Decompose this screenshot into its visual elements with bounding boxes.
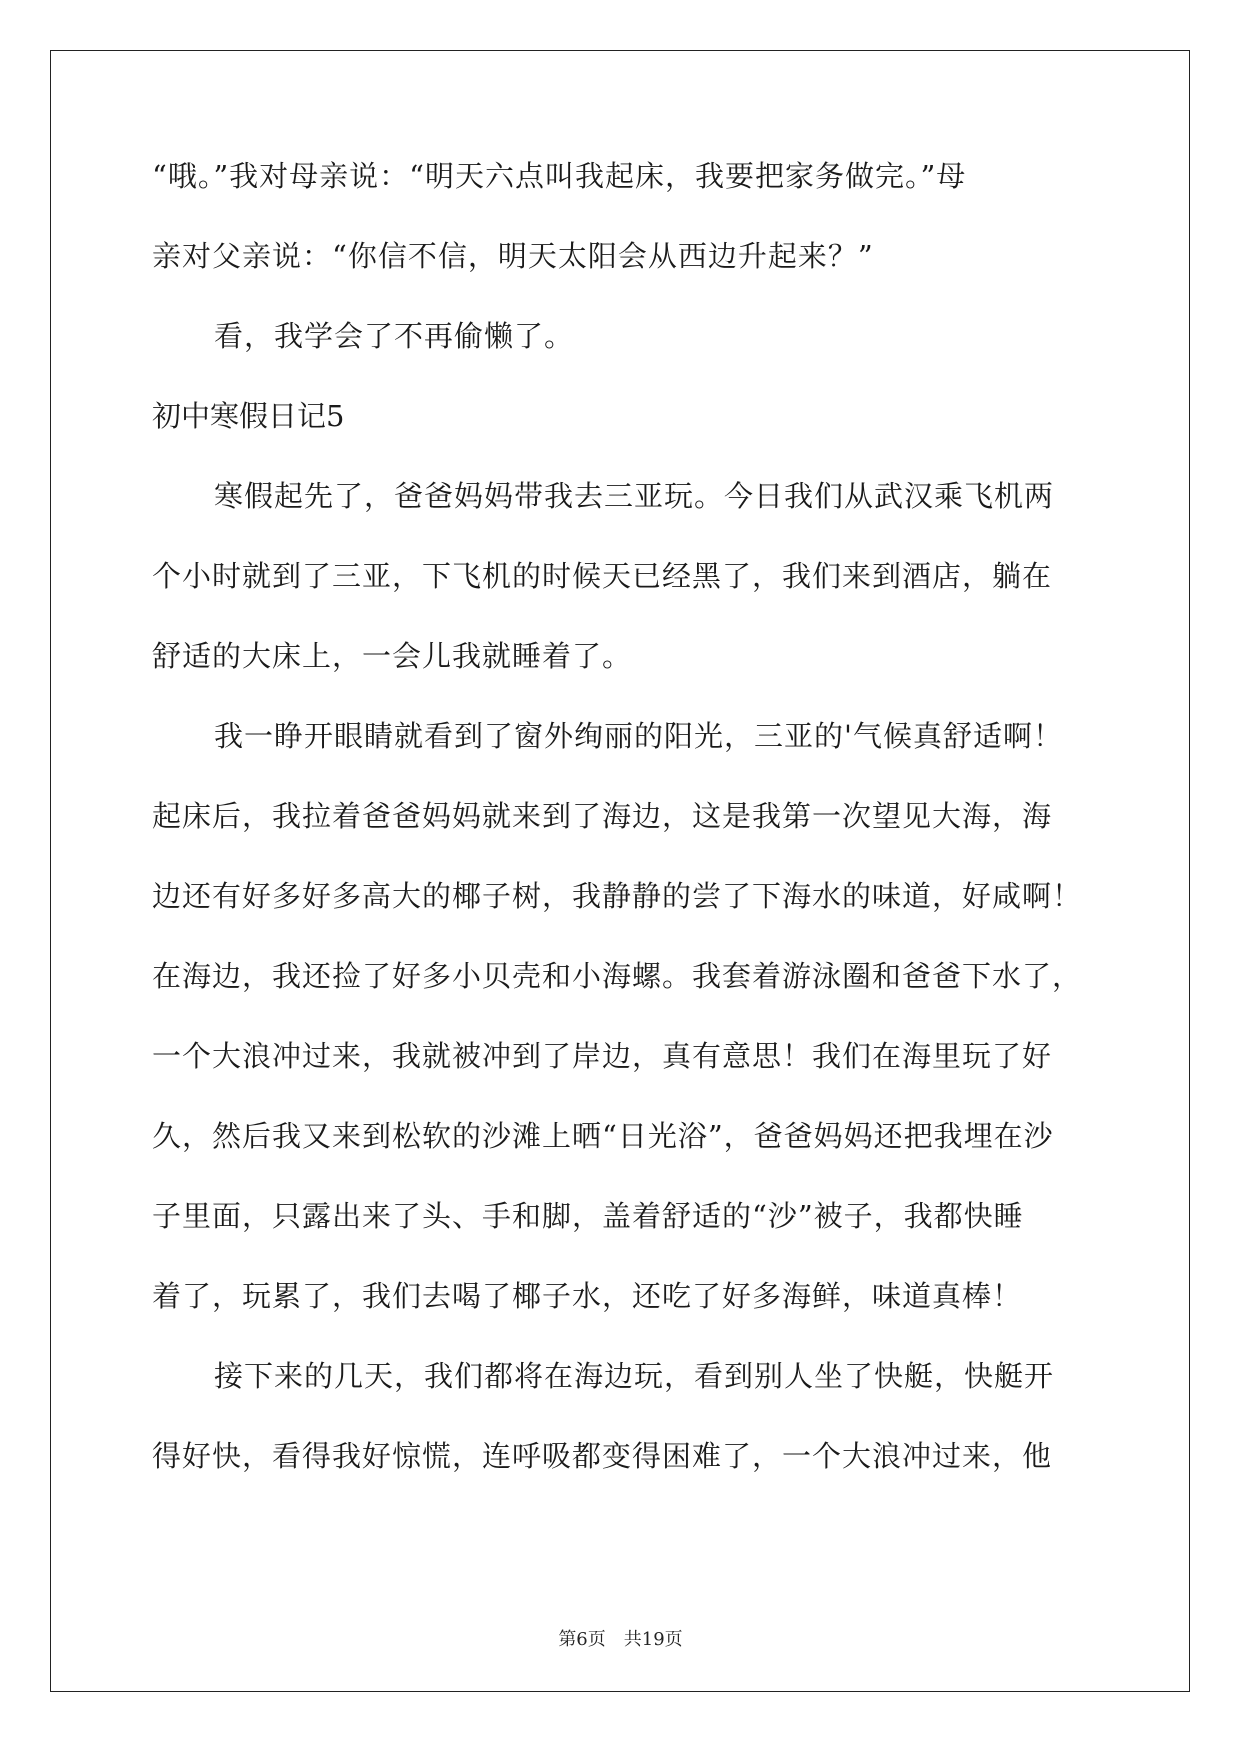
text-line: 子里面，只露出来了头、手和脚，盖着舒适的“沙”被子，我都快睡 [152, 1199, 1024, 1233]
text-line: 舒适的大床上，一会儿我就睡着了。 [152, 639, 633, 673]
paragraph-line: 寒假起先了，爸爸妈妈带我去三亚玩。今日我们从武汉乘飞机两 [214, 479, 1055, 513]
page-number: 第6页 共19页 [558, 1629, 683, 1650]
paragraph-line: 看，我学会了不再偷懒了。 [214, 319, 575, 353]
text-line: 着了，玩累了，我们去喝了椰子水，还吃了好多海鲜，味道真棒！ [152, 1279, 1023, 1313]
text-line: 一个大浪冲过来，我就被冲到了岸边，真有意思！我们在海里玩了好 [152, 1039, 1053, 1073]
section-heading: 初中寒假日记5 [152, 399, 345, 433]
paragraph-line: 接下来的几天，我们都将在海边玩，看到别人坐了快艇，快艇开 [214, 1359, 1055, 1393]
text-line: 得好快，看得我好惊慌，连呼吸都变得困难了，一个大浪冲过来，他 [152, 1439, 1053, 1473]
text-line: 边还有好多好多高大的椰子树，我静静的尝了下海水的味道，好咸啊！ [152, 879, 1083, 913]
text-line: 个小时就到了三亚，下飞机的时候天已经黑了，我们来到酒店，躺在 [152, 559, 1053, 593]
paragraph-line: 我一睁开眼睛就看到了窗外绚丽的阳光，三亚的'气候真舒适啊！ [214, 719, 1063, 753]
document-body [152, 160, 1092, 1520]
text-line: “哦。”我对母亲说：“明天六点叫我起床，我要把家务做完。”母 [152, 159, 967, 193]
text-line: 起床后，我拉着爸爸妈妈就来到了海边，这是我第一次望见大海，海 [152, 799, 1053, 833]
text-line: 久，然后我又来到松软的沙滩上晒“日光浴”，爸爸妈妈还把我埋在沙 [152, 1119, 1054, 1153]
text-line: 在海边，我还捡了好多小贝壳和小海螺。我套着游泳圈和爸爸下水了， [152, 959, 1083, 993]
text-line: 亲对父亲说：“你信不信，明天太阳会从西边升起来？” [152, 239, 874, 273]
